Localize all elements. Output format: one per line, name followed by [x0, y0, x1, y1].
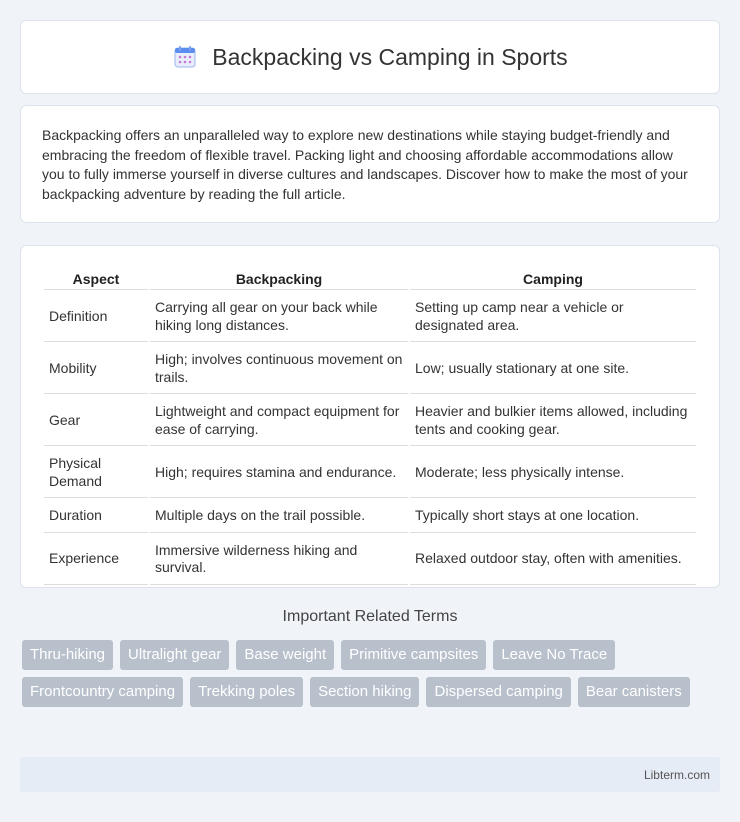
table-cell: Carrying all gear on your back while hiking long distances. [150, 292, 408, 342]
table-cell: Typically short stays at one location. [410, 500, 696, 533]
calendar-icon [172, 44, 198, 70]
tag-trekking-poles[interactable]: Trekking poles [190, 677, 303, 707]
related-tags [22, 640, 722, 707]
table-cell: Relaxed outdoor stay, often with amenities. [410, 535, 696, 585]
comparison-table [42, 266, 698, 587]
tag-ultralight-gear[interactable]: Ultralight gear [120, 640, 229, 670]
table-cell: Lightweight and compact equipment for ease of carrying. [150, 396, 408, 446]
table-cell: High; requires stamina and endurance. [150, 448, 408, 498]
header-card [20, 20, 720, 94]
comparison-card [20, 245, 720, 588]
table-cell: Definition [44, 292, 148, 342]
page-title: Backpacking vs Camping in Sports [212, 43, 568, 70]
table-row [44, 500, 696, 533]
header-aspect: Aspect [44, 268, 148, 290]
footer-site-link[interactable]: Libterm.com [643, 767, 710, 782]
footer [20, 757, 720, 792]
table-row [44, 292, 696, 342]
intro-card [20, 105, 720, 223]
tag-primitive-campsites[interactable]: Primitive campsites [341, 640, 486, 670]
intro-text: Backpacking offers an unparalleled way to explore new destinations while staying budget-friendly and embracing the freedom of flexible travel. Packing light and choosing affordable accommodations allow you to fully immerse yourself in diverse cultures and landscapes. Discover how to make the most of your backpacking adventure by reading the full article. [42, 127, 688, 202]
tag-dispersed-camping[interactable]: Dispersed camping [426, 677, 570, 707]
table-header-row [44, 268, 696, 290]
table-cell: Setting up camp near a vehicle or designated area. [410, 292, 696, 342]
table-cell: Gear [44, 396, 148, 446]
tag-thru-hiking[interactable]: Thru-hiking [22, 640, 113, 670]
table-cell: Multiple days on the trail possible. [150, 500, 408, 533]
header-backpacking: Backpacking [150, 268, 408, 290]
table-cell: Mobility [44, 344, 148, 394]
tag-leave-no-trace[interactable]: Leave No Trace [493, 640, 615, 670]
table-row [44, 535, 696, 585]
table-cell: Experience [44, 535, 148, 585]
tag-frontcountry-camping[interactable]: Frontcountry camping [22, 677, 183, 707]
header-camping: Camping [410, 268, 696, 290]
table-row [44, 396, 696, 446]
header-inner [172, 44, 567, 71]
table-cell: Immersive wilderness hiking and survival. [150, 535, 408, 585]
table-cell: Physical Demand [44, 448, 148, 498]
tag-section-hiking[interactable]: Section hiking [310, 677, 419, 707]
table-cell: Heavier and bulkier items allowed, including tents and cooking gear. [410, 396, 696, 446]
tag-base-weight[interactable]: Base weight [236, 640, 334, 670]
table-cell: Low; usually stationary at one site. [410, 344, 696, 394]
tag-bear-canisters[interactable]: Bear canisters [578, 677, 690, 707]
related-terms-title: Important Related Terms [282, 608, 458, 625]
table-row [44, 448, 696, 498]
table-row [44, 344, 696, 394]
table-cell: Duration [44, 500, 148, 533]
table-cell: Moderate; less physically intense. [410, 448, 696, 498]
table-cell: High; involves continuous movement on trails. [150, 344, 408, 394]
